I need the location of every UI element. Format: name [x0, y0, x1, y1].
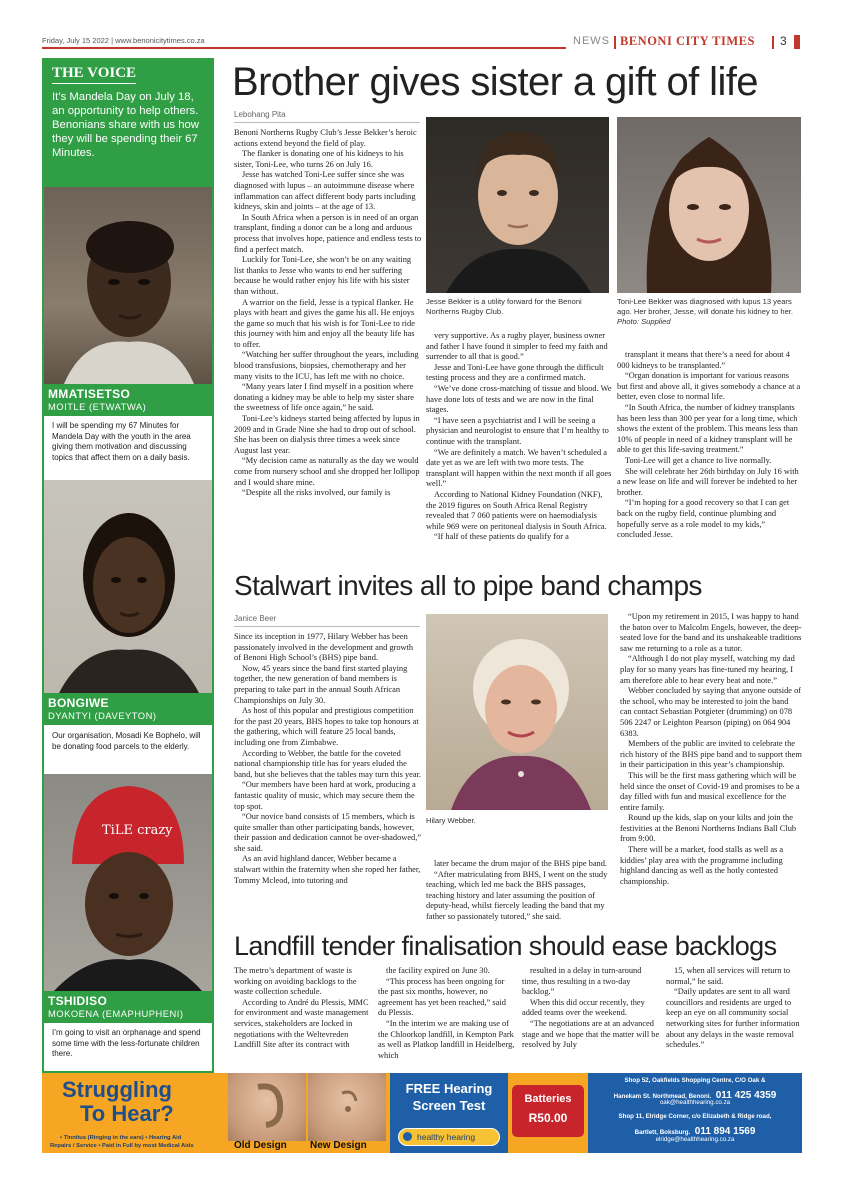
hilary-caption: Hilary Webber.: [426, 816, 476, 825]
jesse-portrait: [426, 117, 609, 293]
story2-column-3: [620, 612, 802, 887]
paragraph: “Although I do not play myself, watching my dad play for so many years has fine-tuned my hearing, I am therefore able to hear every beat and note.”: [620, 654, 795, 685]
healthy-hearing-logo: [398, 1128, 500, 1146]
paragraph: the facility expired on June 30.: [386, 966, 490, 975]
paragraph: According to André du Plessis, MMC for environment and waste management services, stakeholders are locked in negotiations with the Weltevreden Landfill Site after its contract with: [234, 997, 369, 1050]
voice-label-2: [44, 693, 212, 725]
shop1-phone[interactable]: 011 425 4359: [715, 1090, 777, 1101]
story2-byline-rule: [234, 626, 420, 627]
paragraph: This will be the first mass gathering which will be held since the onset of Covid-19 and promises to be a day filled with fun and musical excellence for the entire family.: [620, 770, 800, 812]
paragraph: She will celebrate her 26th birthday on July 16 with a new lease on life and will forever be indebted to her brother.: [617, 466, 799, 497]
paragraph: “Despite all the risks involved, our family is: [242, 488, 391, 498]
shop2-address-2: Bartlett, Boksburg.: [634, 1129, 691, 1136]
paragraph: A warrior on the field, Jesse is a typical flanker. He plays with heart and gives the game his all. He enjoys the game so much that his wish is for Toni-Lee to ride this journey with him and enjoy all the beauty life has to offer.: [234, 297, 415, 349]
portrait-2: [44, 480, 212, 693]
paragraph: later became the drum major of the BHS pipe band.: [434, 859, 608, 868]
story1-byline-rule: [234, 122, 420, 123]
voice-photo-3: [44, 774, 212, 991]
toni-lee-portrait: [617, 117, 801, 293]
voice-photo-1: [44, 187, 212, 384]
shop2-address-1: Shop 11, Elridge Corner, c/o Elizabeth & Ridge road,: [618, 1113, 772, 1120]
toni-lee-caption-text: Toni-Lee Bekker was diagnosed with lupus 13 years ago. Her broher, Jesse, will donate his kidney to her.: [617, 297, 794, 316]
ad-bullets-2: Repairs / Service • Paid in Full by most Medical Aids: [50, 1143, 194, 1149]
shop1-email[interactable]: oak@healthhearing.co.za: [659, 1099, 731, 1106]
story2-column-1: [234, 632, 422, 886]
header-divider: [614, 36, 616, 49]
voice-name-3: TSHIDISO: [48, 994, 108, 1008]
paragraph: transplant it means that there’s a need for about 4 000 kidneys to be transplanted.”: [617, 350, 790, 370]
paragraph: “I have seen a psychiatrist and I will be seeing a physician and neurologist to ensure that I’m healthy to continue with the transplant.: [426, 415, 609, 446]
paragraph: As host of this popular and prestigious competition for the past 20 years, BHS hopes to take top honours at the gathering, which will feature 25 local bands, including one from Zimbabwe.: [234, 706, 419, 747]
paragraph: “The negotiations are at an advanced stage and we hope that the matter will be resolved by July: [522, 1018, 660, 1050]
paragraph: According to National Kidney Foundation (NKF), the 2019 figures on South Africa Renal Registry revealed that 7 060 patients were on haemodialysis while 969 were on peritoneal dialysis in South Africa.: [426, 489, 607, 531]
voice-title: THE VOICE: [52, 65, 136, 84]
logo-text: healthy hearing: [417, 1132, 476, 1142]
paragraph: “Watching her suffer throughout the years, including blood transfusions, biopsies, chemotherapy and her many visits to the ICU, has left me with no choice.: [234, 350, 419, 381]
story3-column-1: [234, 966, 372, 1051]
paragraph: In South Africa when a person is in need of an organ transplant, finding a donor can be a long and arduous process that involves hope, patience and endless tests to find a perfect match.: [234, 212, 422, 254]
paragraph: Jesse and Toni-Lee have gone through the difficult testing process and they are a confirmed match.: [426, 362, 604, 383]
hilary-photo: [426, 614, 608, 810]
ad-headline-2: To Hear?: [80, 1101, 174, 1126]
portrait-3: [44, 774, 212, 991]
voice-name-1: MMATISETSO: [48, 387, 131, 401]
free-test-line-2: Screen Test: [412, 1098, 486, 1113]
paragraph: When this did occur recently, they added teams over the weekend.: [522, 997, 645, 1018]
toni-lee-photo: [617, 117, 801, 293]
story3-headline: Landfill tender finalisation should ease backlogs: [234, 931, 777, 961]
new-design-label: New Design: [310, 1140, 367, 1151]
voice-quote-3: I’m going to visit an orphanage and spend some time with the less-fortunate children there.: [52, 1028, 201, 1058]
voice-name-2: BONGIWE: [48, 696, 109, 710]
header-divider-2: [772, 36, 774, 49]
free-test-box[interactable]: [390, 1073, 508, 1153]
voice-header: [44, 60, 212, 187]
story3-column-2: [378, 966, 516, 1061]
paragraph: Jesse has watched Toni-Lee suffer since she was diagnosed with lupus – an autoimmune disease where inflammation can affect different body parts including kidneys, skin and joints – at the age of 13.: [234, 170, 416, 212]
jesse-photo: [426, 117, 609, 293]
shop1-address-2: Hanekam St. Northmead, Benoni.: [613, 1093, 712, 1100]
new-design-image: [308, 1073, 386, 1141]
paragraph: There will be a market, food stalls as well as a kiddies’ play area with the programme including highland dancing as well as the hotly contested championship.: [620, 845, 784, 886]
story2-headline: Stalwart invites all to pipe band champs: [234, 570, 702, 601]
voice-location-3: MOKOENA (EMAPHUPHENI): [48, 1008, 184, 1019]
photo-credit: Photo: Supplied: [617, 317, 671, 326]
header-dateline: Friday, July 15 2022 | www.benonicitytimes.co.za: [42, 36, 205, 45]
paragraph: According to Webber, the battle for the coveted national championship title has for years eluded the band, but she believes that the tables may turn this year.: [234, 748, 421, 779]
old-design-image: [228, 1073, 306, 1141]
paragraph: “Many years later I find myself in a position where donating a kidney may be able to help my sister share the sweetness of life once again,” he said.: [234, 382, 415, 413]
shop2-phone[interactable]: 011 894 1569: [694, 1126, 756, 1137]
jesse-caption: Jesse Bekker is a utility forward for the Benoni Northerns Rugby Club.: [426, 297, 582, 316]
portrait-1: [44, 187, 212, 384]
hilary-portrait: [426, 614, 608, 810]
story1-column-3: [617, 350, 801, 541]
batteries-box: [512, 1085, 584, 1137]
paragraph: As an avid highland dancer, Webber became a stalwart within the fraternity when she roped her father, Tommy Mcleod, into tutoring and: [234, 854, 421, 885]
paragraph: “If half of these patients do qualify for a: [434, 532, 569, 542]
paragraph: The flanker is donating one of his kidneys to his sister, Toni-Lee, who turns 26 on July 16.: [234, 149, 404, 169]
paragraph: 15, when all services will return to normal,” he said.: [666, 966, 791, 986]
paragraph: “We’ve done cross-matching of tissue and blood. We have done lots of tests and we are now in the final stages.: [426, 383, 612, 415]
voice-quote-1: I will be spending my 67 Minutes for Mandela Day with the youth in the area giving them motivation and discussing topics that affect them on a daily basis.: [52, 421, 191, 462]
paragraph: Since its inception in 1977, Hilary Webber has been passionately involved in the development and growth of Benoni High School’s (BHS) pipe band.: [234, 632, 414, 663]
voice-intro: It’s Mandela Day on July 18, an opportunity to help others. Benonians share with us how they will be spending their 67 Minutes.: [52, 91, 199, 159]
paragraph: “I’m hoping for a good recovery so that I can get back on the rugby field, continue plumbing and hopefully serve as a role model to my kids,” concluded Jesse.: [617, 498, 790, 540]
paragraph: “Our novice band consists of 15 members, which is quite smaller than other participating bands, however, their passion and dedication cannot be over-shadowed,” she said.: [234, 812, 422, 853]
page-number-tab: [794, 35, 800, 49]
paragraph: “In South Africa, the number of kidney transplants has been less than 300 per year for a long time, which shows the extent of the problem. This means less than 10% of people in need of a kidney transplant will be able to get this life-saving treatment.”: [617, 402, 798, 455]
batteries-label: Batteries: [524, 1093, 572, 1105]
paragraph: “Upon my retirement in 2015, I was happy to hand the baton over to Malcolm Engels, however, the deep-seated love for the band and its unshakeable traditions saw me returning to a role as a tutor.: [620, 612, 802, 653]
voice-location-2: DYANTYI (DAVEYTON): [48, 710, 157, 721]
section-label: NEWS: [573, 35, 610, 47]
paragraph: Webber concluded by saying that anyone outside of the school, who may be interested to join the band can contact Sebastian Potgieter (drumming) on 078 506 2247 or Leighton Pearson (piping) on 064 904 6383.: [620, 686, 802, 738]
old-design-label: Old Design: [234, 1140, 287, 1151]
story1-column-1: [234, 128, 422, 499]
paragraph: Luckily for Toni-Lee, she won’t be on any waiting list thanks to Jesse who wants to end her suffering because he would rather enjoy his life with his sister than without.: [234, 255, 412, 296]
paragraph: Benoni Northerns Rugby Club’s Jesse Bekker’s heroic actions extend beyond the field of play.: [234, 128, 417, 148]
paragraph: very supportive. As a rugby player, business owner and father I have found it simpler to feed my faith and surrender to all that is good.”: [426, 331, 608, 362]
paper-name: BENONI CITY TIMES: [620, 34, 755, 48]
story1-column-2: [426, 331, 612, 543]
logo-dot-icon: [403, 1132, 412, 1141]
shop2-email[interactable]: elridge@healthhearing.co.za: [655, 1136, 735, 1143]
paragraph: “Daily updates are sent to all ward councillors and residents are urged to keep an eye on all community social networking sites for further information about any delays in the waste removal schedules.”: [666, 987, 800, 1050]
paragraph: “We are definitely a match. We haven’t scheduled a date yet as we are left with two more tests. The transplant will happen within the next month if all goes well.”: [426, 447, 612, 489]
paragraph: Now, 45 years since the band first started playing together, the new generation of band members is preparing to take part in the annual South African Championships on July 30.: [234, 663, 408, 705]
story1-byline: Lebohang Pita: [234, 110, 286, 119]
paragraph: “In the interim we are making use of the Chloorkop landfill, in Kempton Park as well as Platkop landfill in Heidelberg, which: [378, 1018, 515, 1060]
paragraph: “Organ donation is important for various reasons but first and above all, it gives somebody a chance at a better, even close to normal life.: [617, 371, 801, 402]
voice-quote-2: Our organisation, Mosadi Ke Bophelo, will be donating food parcels to the elderly.: [52, 731, 201, 751]
story1-headline: Brother gives sister a gift of life: [232, 60, 758, 104]
toni-lee-caption: [617, 297, 801, 327]
header-rule: [42, 47, 566, 49]
paragraph: Members of the public are invited to celebrate the rich history of the BHS pipe band and to support them in their participation in this year’s championship.: [620, 739, 802, 770]
ad-bullets-1: • Tinnitus (Ringing in the ears) • Hearing Aid: [60, 1135, 182, 1141]
story2-byline: Janice Beer: [234, 614, 277, 623]
voice-location-1: MOITLE (ETWATWA): [48, 401, 147, 412]
story3-column-3: [522, 966, 660, 1051]
page-number: 3: [780, 34, 787, 48]
story2-column-2: [426, 859, 612, 923]
dateline: Friday, July 15 2022: [42, 36, 109, 45]
paragraph: “My decision came as naturally as the day we would come from nursery school and she dropped her lollipop and I would share mine.: [234, 456, 420, 487]
paragraph: resulted in a delay in turn-around time, thus resulting in a two-day backlog.”: [522, 966, 642, 997]
paragraph: The metro’s department of waste is working on avoiding backlogs to the waste collection schedule.: [234, 966, 357, 997]
paragraph: “This process has been ongoing for the past six months, however, no agreement has yet been reached,” said du Plessis.: [378, 976, 506, 1018]
voice-label-1: [44, 384, 212, 416]
paragraph: Round up the kids, slap on your kilts and join the festivities at the Benoni Northerns Indians Ball Club from 9:00.: [620, 813, 797, 844]
batteries-price: R50.00: [528, 1111, 568, 1125]
site-url[interactable]: www.benonicitytimes.co.za: [115, 36, 205, 45]
paragraph: “Our members have been hard at work, producing a fantastic quality of music, which may secure them the top spot.: [234, 780, 416, 811]
voice-label-3: [44, 991, 212, 1023]
story3-column-4: [666, 966, 802, 1051]
free-test-line-1: FREE Hearing: [405, 1081, 493, 1096]
shop1-address-1: Shop 52, Oakfields Shopping Centre, C/O Oak &: [624, 1077, 766, 1084]
paragraph: Toni-Lee’s kidneys started being affected by lupus in 2009 and in Grade Nine she had to drop out of school. She has been on dialysis three times a week since August last year.: [234, 414, 420, 455]
paragraph: Toni-Lee will get a chance to live normally.: [625, 455, 772, 465]
shop-contacts: [588, 1073, 802, 1153]
beanie-text: TiLE crazy: [102, 823, 173, 838]
hearing-advert[interactable]: [42, 1073, 802, 1153]
voice-photo-2: [44, 480, 212, 693]
ad-headline-1: Struggling: [62, 1077, 172, 1102]
paragraph: “After matriculating from BHS, I went on the study teaching, which led me back the BHS passages, teaching history and later assuming the position of deputy-head, whilst fiercely leading the band that my father so passionately tutored,” she said.: [426, 869, 608, 921]
voice-sidebar: [42, 58, 214, 1073]
